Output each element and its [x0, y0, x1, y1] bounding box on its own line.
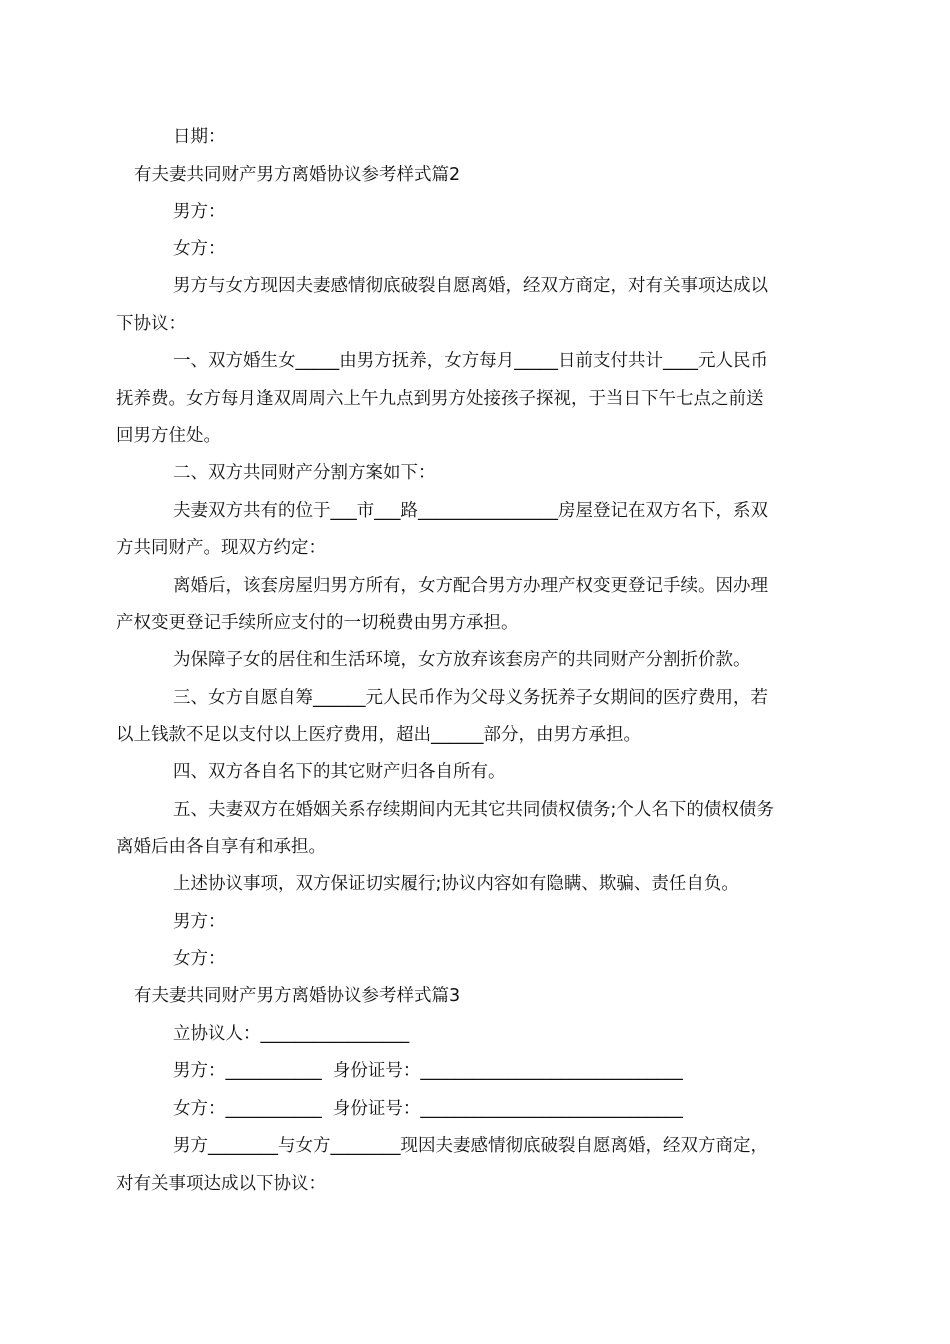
section2-intro-line2: 下协议：	[116, 314, 186, 334]
section3-intro-line2: 对有关事项达成以下协议：	[116, 1174, 326, 1194]
section3-male-row: 男方：___________ 身份证号：______________________________	[173, 1061, 683, 1081]
item1-line3: 回男方住处。	[116, 426, 221, 446]
item2-after-line1: 离婚后，该套房屋归男方所有，女方配合男方办理产权变更登记手续。因办理	[173, 576, 768, 596]
item4: 四、双方各自名下的其它财产归各自所有。	[173, 762, 506, 782]
item2-after-line2: 产权变更登记手续所应支付的一切税费由男方承担。	[116, 613, 519, 633]
sign-female: 女方：	[173, 949, 226, 969]
item2-house-line2: 方共同财产。现双方约定：	[116, 538, 326, 558]
item3-line2: 以上钱款不足以支付以上医疗费用，超出______部分，由男方承担。	[116, 725, 641, 745]
section3-party: 立协议人：_________________	[173, 1024, 410, 1044]
section2-female: 女方：	[173, 239, 226, 259]
item1-line1: 一、双方婚生女_____由男方抚养，女方每月_____日前支付共计____元人民币	[173, 351, 768, 371]
section3-intro-line1: 男方________与女方________现因夫妻感情彻底破裂自愿离婚，经双方商定，	[173, 1136, 768, 1156]
section3-female-row: 女方：___________ 身份证号：______________________________	[173, 1099, 683, 1119]
section2-title: 有夫妻共同财产男方离婚协议参考样式篇2	[134, 165, 461, 185]
section2-intro-line1: 男方与女方现因夫妻感情彻底破裂自愿离婚，经双方商定，对有关事项达成以	[173, 276, 768, 296]
item5-line2: 离婚后由各自享有和承担。	[116, 837, 326, 857]
item3-line1: 三、女方自愿自筹______元人民币作为父母义务抚养子女期间的医疗费用，若	[173, 688, 768, 708]
item2-house-line1: 夫妻双方共有的位于___市___路________________房屋登记在双方名下，系双	[173, 501, 768, 521]
item5-line1: 五、夫妻双方在婚姻关系存续期间内无其它共同债权债务;个人名下的债权债务	[173, 800, 774, 820]
date-label: 日期：	[173, 127, 226, 147]
section3-title: 有夫妻共同财产男方离婚协议参考样式篇3	[134, 986, 461, 1006]
closing-statement: 上述协议事项，双方保证切实履行;协议内容如有隐瞒、欺骗、责任自负。	[173, 874, 739, 894]
item1-line2: 抚养费。女方每月逢双周周六上午九点到男方处接孩子探视，于当日下午七点之前送	[116, 389, 764, 409]
item2-title: 二、双方共同财产分割方案如下：	[173, 463, 436, 483]
section2-male: 男方：	[173, 202, 226, 222]
item2-child: 为保障子女的居住和生活环境，女方放弃该套房产的共同财产分割折价款。	[173, 650, 751, 670]
sign-male: 男方：	[173, 912, 226, 932]
